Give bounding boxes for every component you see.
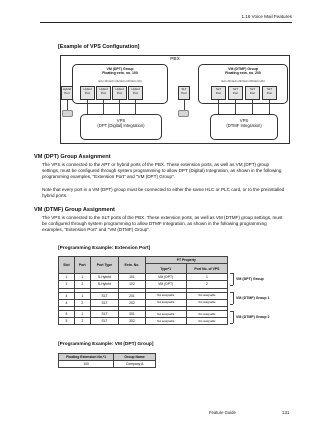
slt-port-4: SLT Port [262, 86, 277, 100]
dtmf-section-body: The VPS is connected to the SLT ports of the PBX. These extension ports, as well as VM (DTMF) group settings, must be configured through system programming to allow DTMF Integration, as shown in the following programming examples, "Extension Port" and "VM (DTMF) Group". [42, 215, 283, 233]
hybrid-port-3: Hybrid Port [112, 86, 127, 100]
vm-group-table-title: [Programming Example: VM (DPT) Group] [58, 342, 154, 347]
col-port: Port [74, 257, 90, 274]
table-row: 5 2 SLT 302 Not assignable Not assignable [59, 318, 228, 325]
ext-port-table [58, 256, 228, 325]
ext-port-table-title: [Programming Example: Extension Port] [58, 246, 151, 251]
page-number: 131 [282, 410, 290, 415]
hybrid-port-0: Hybrid Port [61, 86, 73, 100]
slt-port-3: SLT Port [245, 86, 260, 100]
running-header: 1.16 Voice Mail Features [241, 14, 292, 19]
col-port-type: Port Type [90, 257, 119, 274]
apt-section-body: The VPS is connected to the APT or hybrid ports of the PBX. These extension ports, as well as VM (DPT) group settings, must be configured through system programming to allow DPT (Digital) Integration, as shown in the following programming examples, "Extension Port" and "VM (DPT) Group". [42, 162, 282, 180]
col-floating-ext: Floating Extension No.*1 [59, 354, 114, 361]
footer-label: Feature Guide [209, 410, 236, 415]
dtmf-section-heading: VM (DTMF) Group Assignment [34, 207, 115, 213]
vm-group-table [58, 353, 156, 368]
col-group-name: Group Name [114, 354, 156, 361]
vm-dpt-group-ext: Floating extn. no. 100 [102, 71, 138, 76]
vps-dpt-label: VPS [116, 118, 126, 123]
vm-dtmf-group-ext: Floating extn. no. 200 [225, 71, 261, 76]
apt-section-heading: VM (DPT) Group Assignment [34, 154, 111, 160]
apt-ext-row: Extn 101 Extn 102 Extn 103 Extn 104 [98, 80, 142, 83]
pbx-label: PBX [170, 57, 180, 62]
vm-dtmf-group-title: VM (DTMF) Group [228, 67, 258, 71]
col-type: Type*1 [145, 264, 186, 274]
col-pt-property: PT Property [145, 257, 227, 264]
hybrid-port-4: Hybrid Port [128, 86, 143, 100]
col-vps-port: Port No. of VPS [186, 264, 227, 274]
hybrid-port-1: Hybrid Port [80, 86, 95, 100]
table-row: 100 Company A [59, 361, 156, 368]
example-title: [Example of VPS Configuration] [58, 44, 140, 50]
telephone-icon [62, 110, 73, 117]
slt-port-1: SLT Port [211, 86, 226, 100]
telephone-icon [178, 110, 189, 117]
table-row: 1 2 S-Hybrid 102 VM (DPT) 2 [59, 281, 228, 288]
apt-section-note: Note that every port in a VM (DPT) group must be connected to either the same HLC or PLC card, or to the preinstalled hybrid ports. [42, 187, 285, 199]
vps-dtmf-desc: (DTMF Integration) [226, 123, 262, 128]
table-row: 4 1 SLT 201 Not assignable Not assignable [59, 292, 228, 299]
col-extn: Extn. No. [119, 257, 145, 274]
vps-dpt-desc: (DPT [Digital] Integration) [97, 123, 145, 128]
vps-dtmf-label: VPS [239, 118, 249, 123]
group-label-dtmf-1: VM (DTMF) Group 1 [236, 296, 270, 300]
slt-ext-row: Extn 201 Extn 202 Extn 203 Extn 204 [221, 80, 265, 83]
hybrid-port-2: Hybrid Port [96, 86, 111, 100]
slt-port-0: SLT Port [178, 86, 190, 100]
group-label-dpt: VM (DPT) Group [236, 277, 264, 281]
vps-dtmf-box [210, 114, 278, 140]
slt-port-2: SLT Port [228, 86, 243, 100]
table-row: 4 2 SLT 202 Not assignable Not assignable [59, 299, 228, 306]
table-row: 5 1 SLT 301 Not assignable Not assignable [59, 310, 228, 317]
vm-dpt-group-title: VM (DPT) Group [106, 67, 134, 71]
group-label-dtmf-2: VM (DTMF) Group 2 [236, 315, 270, 319]
header-rule [40, 22, 292, 23]
vps-dpt-box [80, 114, 162, 140]
table-row: 1 1 S-Hybrid 101 VM (DPT) 1 [59, 274, 228, 281]
col-slot: Slot [59, 257, 75, 274]
